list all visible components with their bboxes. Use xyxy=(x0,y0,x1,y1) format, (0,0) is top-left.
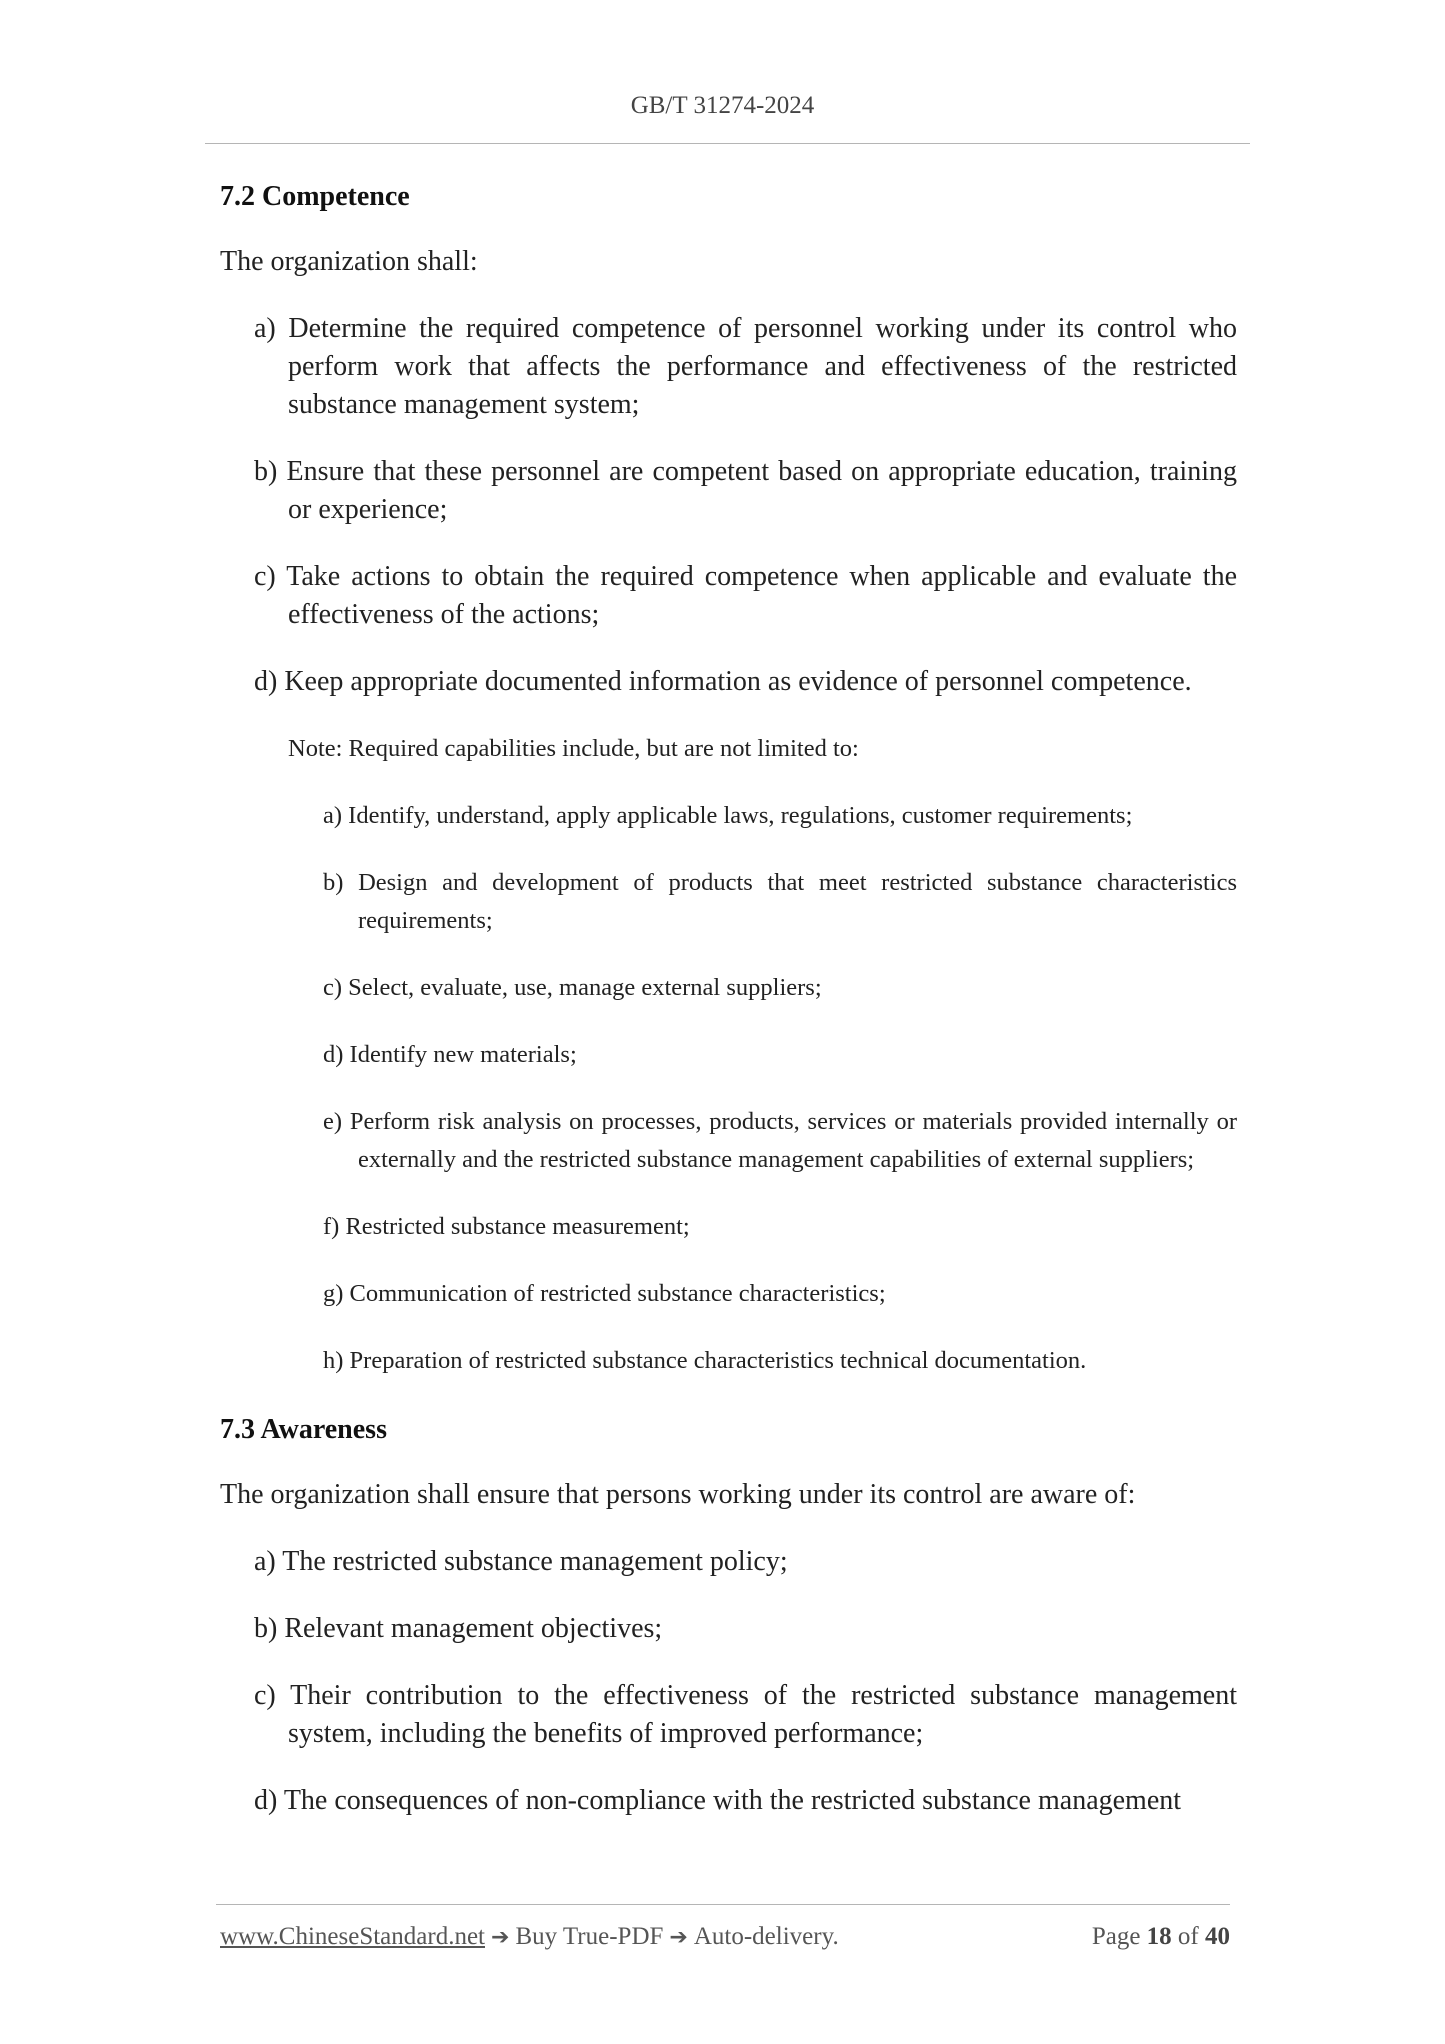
competence-intro: The organization shall: xyxy=(220,246,478,277)
note-item-f: f) Restricted substance measurement; xyxy=(323,1213,690,1240)
delivery-text: Auto-delivery. xyxy=(693,1923,839,1950)
site-link[interactable]: www.ChineseStandard.net xyxy=(220,1923,485,1950)
awareness-item-a: a) The restricted substance management policy; xyxy=(254,1546,788,1577)
note-item-a: a) Identify, understand, apply applicable laws, regulations, customer requirements; xyxy=(323,802,1133,829)
awareness-item-d: d) The consequences of non-compliance with the restricted substance management xyxy=(254,1785,1182,1816)
page-total: 40 xyxy=(1205,1923,1230,1950)
section-heading-competence: 7.2 Competence xyxy=(220,181,410,212)
note-item-e: e) Perform risk analysis on processes, products, services or materials provided internally or externally and the restricted substance management capabilities of external suppliers; xyxy=(323,1108,1237,1173)
note-item-d: d) Identify new materials; xyxy=(323,1041,577,1068)
note-intro: Note: Required capabilities include, but are not limited to: xyxy=(288,735,859,762)
page-content xyxy=(220,176,1237,1820)
note-item-h: h) Preparation of restricted substance characteristics technical documentation. xyxy=(323,1347,1087,1374)
awareness-intro: The organization shall ensure that persons working under its control are aware of: xyxy=(220,1479,1136,1510)
page-footer xyxy=(220,1923,1230,1951)
buy-text: Buy True-PDF xyxy=(515,1923,664,1950)
footer-divider xyxy=(216,1904,1230,1905)
competence-item-d: d) Keep appropriate documented information as evidence of personnel competence. xyxy=(254,666,1192,697)
competence-item-b: b) Ensure that these personnel are competent based on appropriate education, training or experience; xyxy=(254,456,1237,525)
competence-note xyxy=(220,730,1237,1380)
document-code-header: GB/T 31274-2024 xyxy=(630,92,815,119)
footer-promo xyxy=(220,1923,839,1951)
page-of: of xyxy=(1177,1923,1199,1950)
awareness-item-b: b) Relevant management objectives; xyxy=(254,1613,663,1644)
section-heading-awareness: 7.3 Awareness xyxy=(220,1414,387,1445)
note-item-g: g) Communication of restricted substance characteristics; xyxy=(323,1280,886,1307)
note-item-b: b) Design and development of products that meet restricted substance characteristics requirements; xyxy=(323,869,1237,934)
page-current: 18 xyxy=(1146,1923,1172,1950)
page-label: Page xyxy=(1091,1923,1141,1950)
competence-item-a: a) Determine the required competence of personnel working under its control who perform work that affects the performance and effectiveness of the restricted substance management system; xyxy=(254,313,1237,420)
awareness-item-c: c) Their contribution to the effectiveness of the restricted substance management system, including the benefits of improved performance; xyxy=(254,1680,1237,1749)
page-number xyxy=(1092,1923,1230,1951)
note-item-c: c) Select, evaluate, use, manage external suppliers; xyxy=(323,974,822,1001)
arrow-right-icon: ➔ xyxy=(491,1925,510,1950)
arrow-right-icon: ➔ xyxy=(669,1925,688,1950)
header-divider xyxy=(205,143,1250,144)
competence-item-c: c) Take actions to obtain the required competence when applicable and evaluate the effectiveness of the actions; xyxy=(254,561,1237,630)
